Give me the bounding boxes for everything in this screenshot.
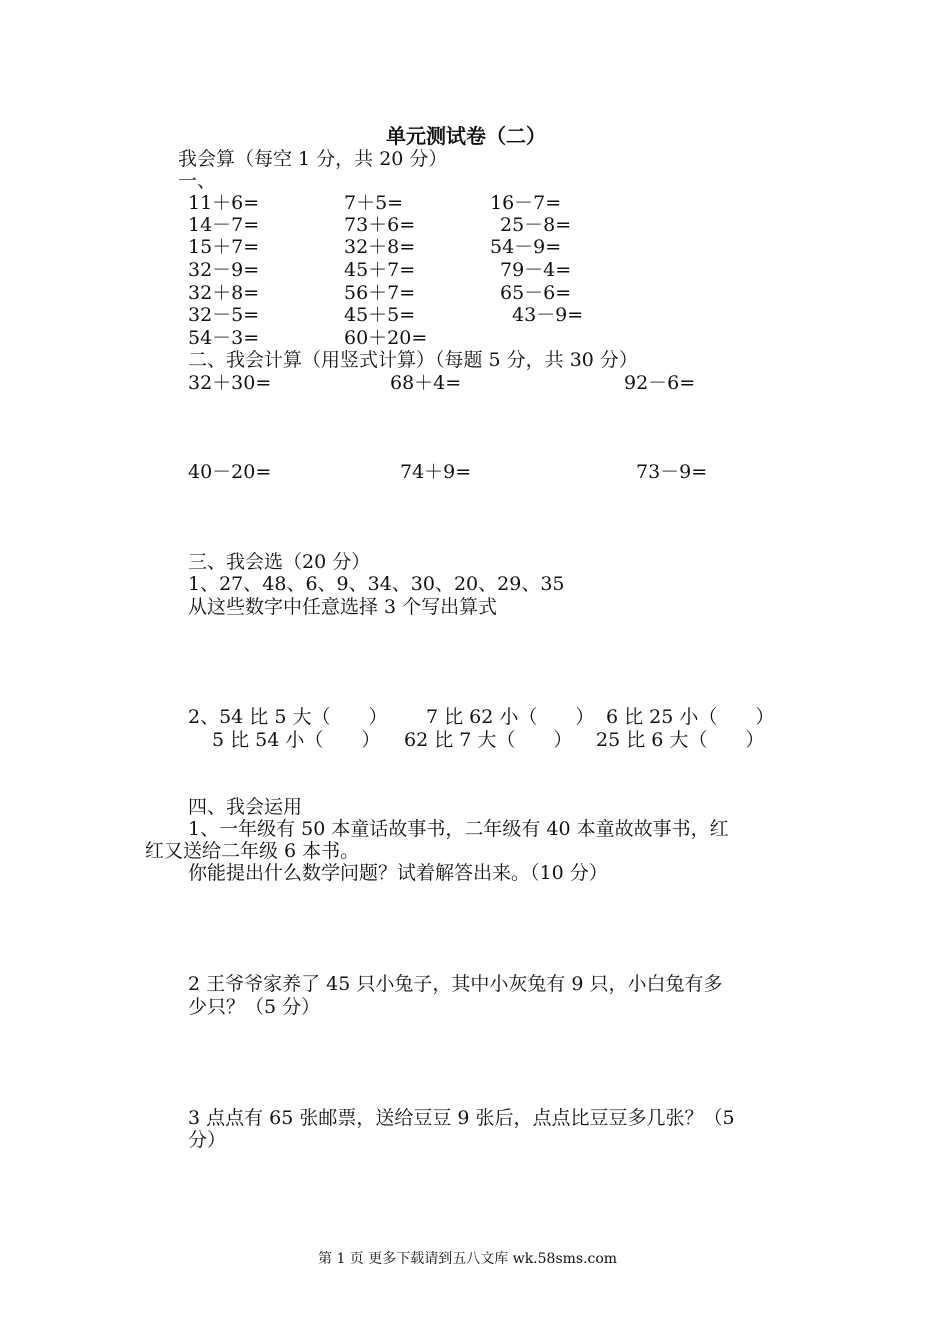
vertical-calc-item: 68＋4=	[390, 372, 462, 394]
calc-item: 32－9=	[188, 259, 260, 281]
calc-item: 54－9=	[490, 236, 562, 258]
calc-item: 43－9=	[512, 304, 584, 326]
calc-item: 7＋5=	[344, 192, 404, 214]
calc-item: 60＋20=	[344, 327, 428, 349]
calc-item: 73＋6=	[344, 214, 416, 236]
word-problem-text: 红又送给二年级 6 本书。	[145, 840, 360, 862]
section3-heading: 三、我会选（20 分）	[188, 551, 371, 573]
word-problem-text: 分）	[188, 1129, 227, 1151]
compare-item: 6 比 25 小（ ）	[606, 706, 775, 728]
calc-item: 25－8=	[500, 214, 572, 236]
page-title: 单元测试卷（二）	[386, 124, 546, 148]
word-problem-text: 2 王爷爷家养了 45 只小兔子，其中小灰兔有 9 只，小白兔有多	[188, 973, 723, 995]
word-problem-text: 你能提出什么数学问题？试着解答出来。（10 分）	[188, 862, 608, 884]
calc-item: 11＋6=	[188, 192, 260, 214]
page-footer: 第 1 页 更多下载请到五八文库 wk.58sms.com	[318, 1251, 618, 1267]
vertical-calc-item: 74＋9=	[400, 461, 472, 483]
calc-item: 32＋8=	[188, 282, 260, 304]
calc-item: 65－6=	[500, 282, 572, 304]
calc-item: 56＋7=	[344, 282, 416, 304]
vertical-calc-item: 40－20=	[188, 461, 272, 483]
section4-heading: 四、我会运用	[188, 796, 303, 818]
calc-item: 16－7=	[490, 192, 562, 214]
compare-item: 7 比 62 小（ ）	[426, 706, 595, 728]
word-problem-text: 3 点点有 65 张邮票，送给豆豆 9 张后，点点比豆豆多几张？（5	[188, 1107, 735, 1129]
word-problem-text: 1、一年级有 50 本童话故事书，二年级有 40 本童故故事书，红	[188, 818, 729, 840]
section1-number: 一、	[178, 170, 217, 192]
vertical-calc-item: 73－9=	[636, 461, 708, 483]
calc-item: 14－7=	[188, 214, 260, 236]
calc-item: 32＋8=	[344, 236, 416, 258]
calc-item: 79－4=	[500, 259, 572, 281]
number-list: 1、27、48、6、9、34、30、20、29、35	[188, 573, 565, 595]
calc-item: 54－3=	[188, 327, 260, 349]
compare-item: 2、54 比 5 大（ ）	[188, 706, 388, 728]
calc-item: 45＋5=	[344, 304, 416, 326]
vertical-calc-item: 32＋30=	[188, 372, 272, 394]
question-instruction: 从这些数字中任意选择 3 个写出算式	[188, 596, 498, 618]
word-problem-text: 少只？（5 分）	[188, 996, 321, 1018]
section2-heading: 二、我会计算（用竖式计算）（每题 5 分，共 30 分）	[188, 349, 638, 371]
compare-item: 25 比 6 大（ ）	[596, 729, 765, 751]
compare-item: 62 比 7 大（ ）	[404, 729, 573, 751]
calc-item: 15＋7=	[188, 236, 260, 258]
compare-item: 5 比 54 小（ ）	[212, 729, 381, 751]
section1-heading: 我会算（每空 1 分，共 20 分）	[178, 148, 448, 170]
calc-item: 45＋7=	[344, 259, 416, 281]
vertical-calc-item: 92－6=	[624, 372, 696, 394]
calc-item: 32－5=	[188, 304, 260, 326]
